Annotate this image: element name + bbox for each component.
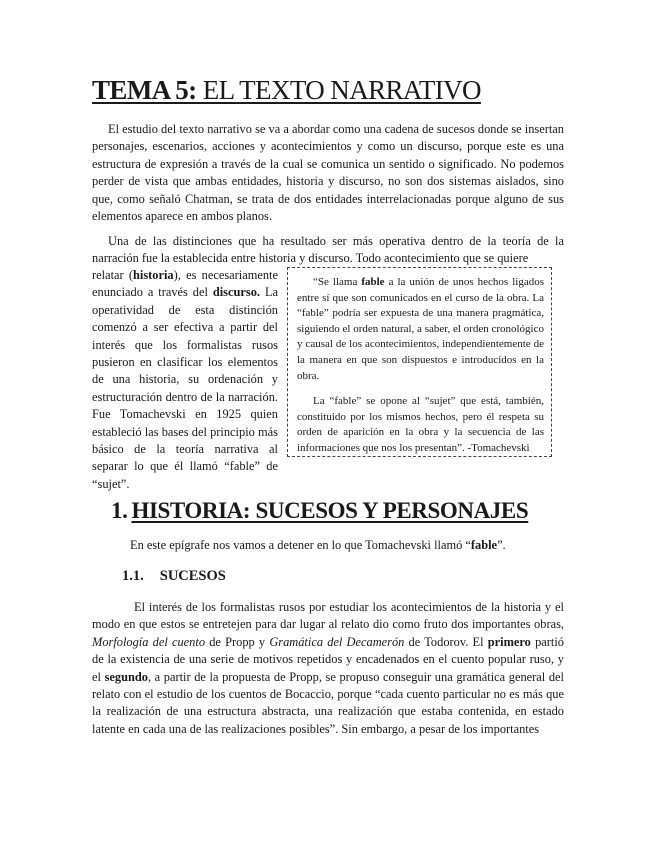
text-run: En este epígrafe nos vamos a detener en lo que Tomachevski llamó “ xyxy=(130,538,471,552)
quote-paragraph-2: La “fable” se opone al “sujet” que está, también, constituido por los mismos hechos, pero él respeta su orden de aparición en la obra y la secuencia de las informaciones que nos los presentan”. -Tomachevski xyxy=(297,395,544,454)
subsection-number: 1.1. xyxy=(122,568,144,584)
subsection-title: SUCESOS xyxy=(159,568,226,584)
distinction-paragraph-lead: Una de las distinciones que ha resultado ser más operativa dentro de la teoría de la narración fue la establecida entre historia y discurso. Todo acontecimiento que se quiere xyxy=(92,234,564,266)
bold-fable: fable xyxy=(470,538,498,552)
text-run: a la unión de unos hechos ligados entre sí que son comunicados en el curso de la obra. La “fable” podría ser expuesta de una manera pragmática, siguiendo el orden natural, a saber, el orden cronológico y causal de los acontecimientos, independientemente de la manera en que son dispuestos e introducidos en la obra. xyxy=(297,276,544,382)
text-run: ), es necesariamente enunciado a través del xyxy=(92,268,278,300)
subsection-heading xyxy=(122,568,226,585)
title-prefix: TEMA 5: xyxy=(92,75,197,105)
text-run: El interés de los formalistas rusos por estudiar los acontecimientos de la historia y el modo en que estos se entretejen para dar lugar al relato dio como fruto dos importantes obras, xyxy=(92,600,564,632)
distinction-paragraph-body xyxy=(92,267,278,493)
italic-book-title: Gramática del Decamerón xyxy=(269,634,405,649)
section-heading xyxy=(111,497,528,525)
text-run: de Propp y xyxy=(205,634,270,649)
text-run: relatar ( xyxy=(92,268,133,282)
text-run: , a partir de la propuesta de Propp, se propuso conseguir una gramática general del relato con el estudio de los cuentos de Bocaccio, porque “cada cuento particular no es más que la realización de una estructura abstracta, una realización que estaba contenida, en estado latente en cada una de las realizaciones posibles”. Sin embargo, a pesar de los importantes xyxy=(92,669,564,736)
section-intro xyxy=(130,538,506,553)
bold-historia: historia xyxy=(133,268,174,282)
italic-book-title: Morfología del cuento xyxy=(92,634,206,649)
bold-fable: fable xyxy=(361,276,385,288)
text-run: partió de la existencia de una serie de motivos repetidos y encadenados en el cuento popular ruso, y el xyxy=(92,634,564,684)
sucesos-paragraph xyxy=(92,599,564,738)
bold-segundo: segundo xyxy=(104,669,148,684)
text-run: de Todorov. El xyxy=(404,634,488,649)
text-run: La operatividad de esta distinción comenzó a ser efectiva a partir del interés que los formalistas rusos pusieron en clasificar los elementos de una historia, su ordenación y estructuración dentro de la narración. Fue Tomachevski en 1925 quien estableció las bases del principio más básico de la teoría narrativa al separar lo que él llamó “fable” de “sujet”. xyxy=(92,285,279,491)
intro-paragraph: El estudio del texto narrativo se va a abordar como una cadena de sucesos donde se insertan personajes, escenarios, acciones y acontecimientos y como un discurso, porque este es una estructura de expresión a través de la cual se comunica un sentido o significado. No podemos perder de vista que ambas entidades, historia y discurso, no son dos sistemas aislados, sino que, como señaló Chatman, se trata de dos entidades interrelacionadas porque alguno de sus elementos aparece en ambos planos. xyxy=(92,122,564,224)
text-run: ”. xyxy=(497,538,506,552)
title-text: EL TEXTO NARRATIVO xyxy=(196,75,481,105)
bold-discurso: discurso. xyxy=(212,285,261,300)
tomachevski-quote-box xyxy=(287,267,552,457)
bold-primero: primero xyxy=(487,634,531,649)
text-run: “Se llama xyxy=(313,276,362,288)
quote-paragraph-1 xyxy=(297,275,544,384)
section-number: 1. xyxy=(111,498,128,523)
section-title: HISTORIA: SUCESOS Y PERSONAJES xyxy=(131,498,529,523)
page-title xyxy=(92,74,572,106)
